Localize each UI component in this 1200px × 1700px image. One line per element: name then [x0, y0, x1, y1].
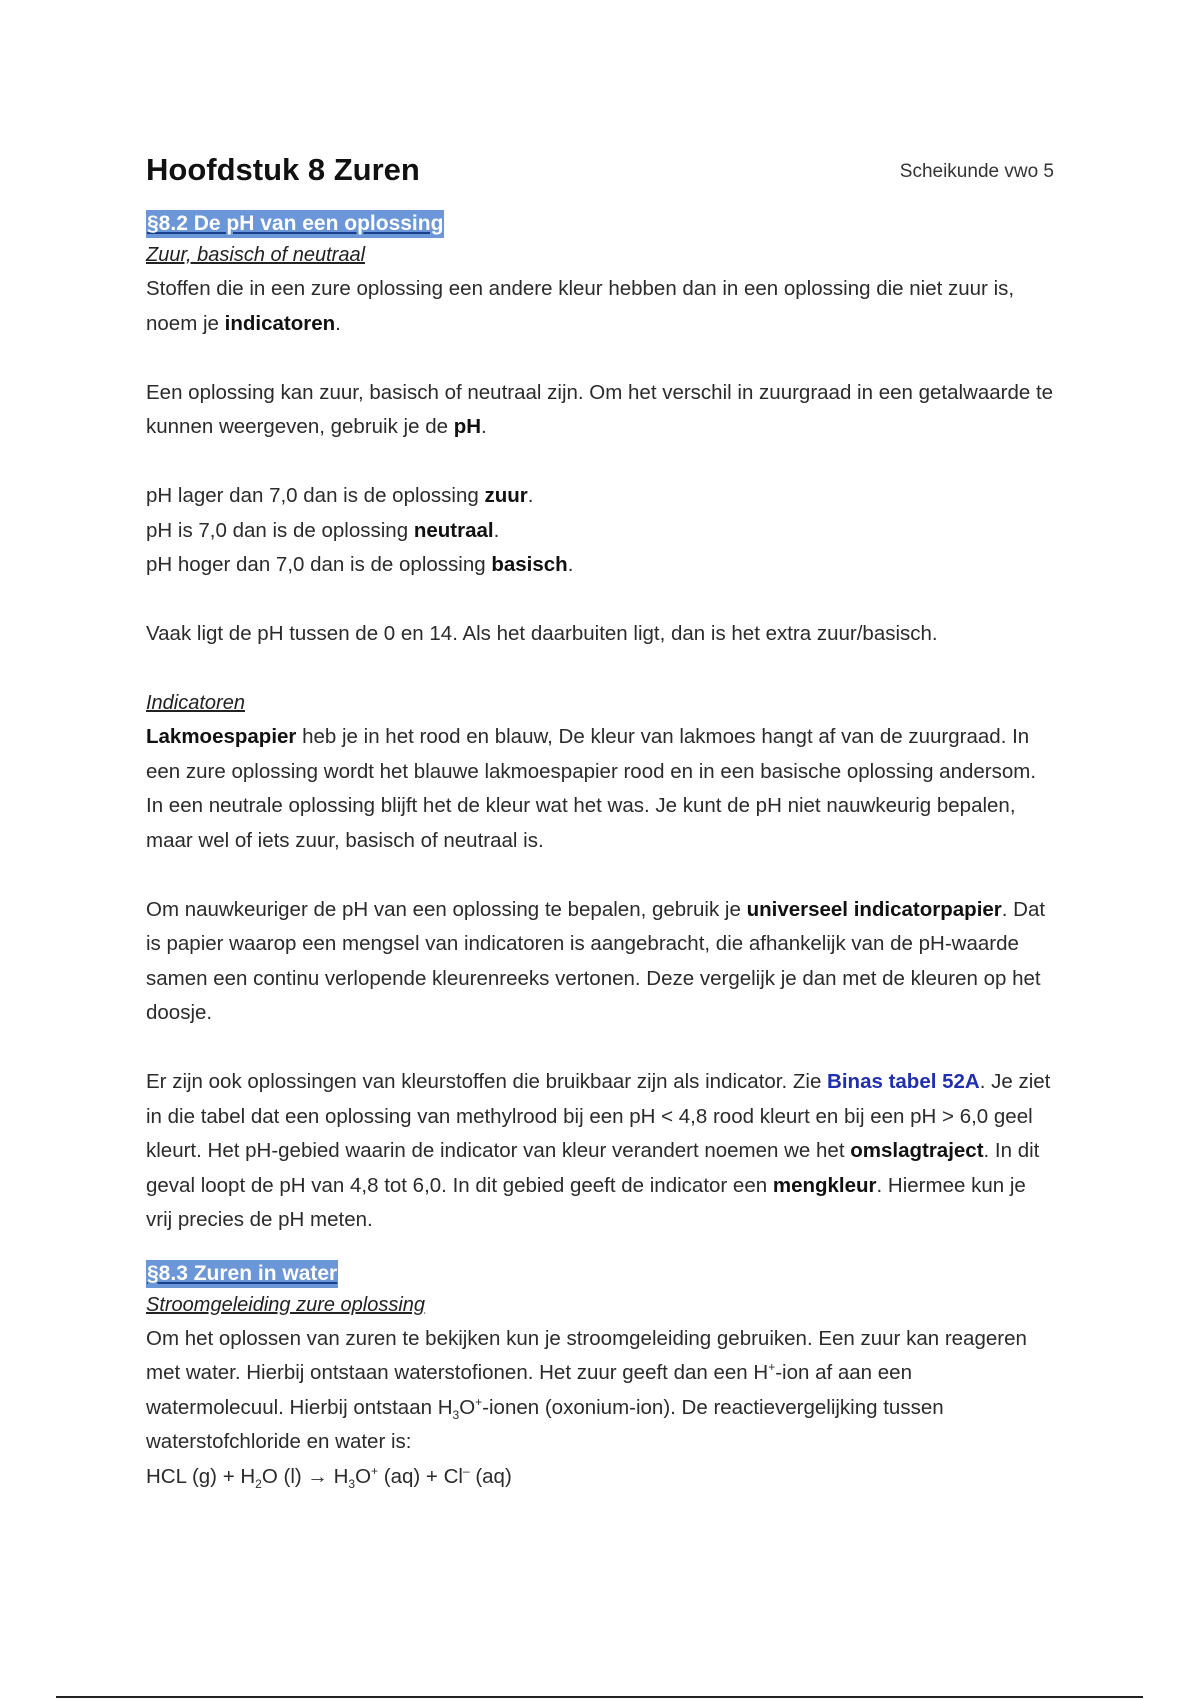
- bold-term: neutraal: [413, 518, 494, 542]
- line-ph-neutraal: [146, 514, 1054, 549]
- text: pH is 7,0 dan is de oplossing: [146, 518, 414, 542]
- paragraph-lakmoes: [146, 720, 1054, 858]
- document-subject: Scheikunde vwo 5: [899, 161, 1054, 182]
- bold-term: universeel indicatorpapier: [746, 897, 1002, 921]
- paragraph-universeel-indicator: [146, 893, 1054, 1031]
- bold-term: basisch: [491, 553, 568, 576]
- text: . Hiermee kun je vrij precies de pH meten.: [146, 1173, 1026, 1231]
- text: .: [335, 311, 341, 335]
- text: heb je in het rood en blauw, De kleur van lakmoes hangt af van de zuurgraad. In een zure oplossing wordt het blauwe lakmoespapier rood en in een basische oplossing andersom. In een neutrale oplossing blijft het de kleur wat het was. Je kunt de pH niet nauwkeurig bepalen, maar wel of iets zuur, basisch of neutraal is.: [146, 725, 1037, 852]
- paragraph-ph-intro: [146, 376, 1054, 445]
- line-ph-basisch: [146, 548, 1054, 583]
- text: .: [481, 415, 487, 438]
- document-page: [146, 150, 1054, 1494]
- text: . In dit geval loopt de pH van 4,8 tot 6,0. In dit gebied geeft de indicator een: [146, 1139, 1040, 1197]
- text: HCL (g) + H: [146, 1464, 256, 1488]
- superscript: +: [768, 1360, 776, 1375]
- bold-term: Lakmoespapier: [146, 725, 297, 748]
- paragraph-omslagtraject: [146, 1065, 1054, 1238]
- text: Er zijn ook oplossingen van kleurstoffen die bruikbaar zijn als indicator. Zie: [146, 1070, 828, 1093]
- text: Om het oplossen van zuren te bekijken kun je stroomgeleiding gebruiken. Een zuur kan reageren met water. Hierbij ontstaan waterstofionen. Het zuur geeft dan een H: [146, 1326, 1027, 1384]
- bottom-divider: [56, 1696, 1143, 1698]
- line-ph-zuur: [146, 479, 1054, 514]
- subheading-zuur-basisch-neutraal: Zuur, basisch of neutraal: [146, 244, 366, 266]
- bold-term: indicatoren: [224, 311, 336, 335]
- paragraph-ph-range: Vaak ligt de pH tussen de 0 en 14. Als het daarbuiten ligt, dan is het extra zuur/basisch.: [146, 622, 938, 645]
- text: . Dat is papier waarop een mengsel van indicatoren is aangebracht, die afhankelijk van de pH-waarde samen een continu verlopende kleurenreeks vertonen. Deze vergelijk je dan met de kleuren op het doosje.: [146, 897, 1046, 1024]
- subheading-stroomgeleiding: Stroomgeleiding zure oplossing: [146, 1293, 426, 1316]
- bold-term: pH: [453, 415, 482, 438]
- subscript: 2: [255, 1476, 262, 1491]
- section-heading-8-2: §8.2 De pH van een oplossing: [146, 210, 444, 238]
- text: . Je ziet in die tabel dat een oplossing van methylrood bij een pH < 4,8 rood kleurt en bij een pH > 6,0 geel kleurt. Het pH-gebied waarin de indicator van kleur verandert noemen we het: [146, 1070, 1051, 1162]
- text: O (l) → H: [261, 1464, 349, 1488]
- text: .: [493, 518, 500, 542]
- text: Een oplossing kan zuur, basisch of neutraal zijn. Om het verschil in zuurgraad in een getalwaarde te kunnen weergeven, gebruik je de: [146, 380, 1054, 438]
- text: pH hoger dan 7,0 dan is de oplossing: [146, 553, 492, 576]
- subheading-indicatoren: Indicatoren: [146, 692, 245, 714]
- binas-reference: Binas tabel 52A: [827, 1070, 980, 1093]
- paragraph-stroomgeleiding: [146, 1322, 1054, 1460]
- text: .: [527, 484, 534, 507]
- bold-term: omslagtraject: [850, 1139, 984, 1162]
- text: pH lager dan 7,0 dan is de oplossing: [146, 484, 485, 507]
- reaction-equation: [146, 1460, 1054, 1495]
- bold-term: zuur: [484, 484, 528, 507]
- text: -ionen (oxonium-ion). De reactievergelijking tussen waterstofchloride en water is:: [146, 1395, 944, 1453]
- superscript: +: [475, 1394, 483, 1409]
- text: (aq): [469, 1464, 512, 1488]
- superscript: –: [462, 1463, 470, 1478]
- text: Om nauwkeuriger de pH van een oplossing te bepalen, gebruik je: [146, 897, 747, 921]
- paragraph-indicatoren-intro: [146, 272, 1054, 341]
- subscript: 3: [452, 1407, 460, 1422]
- bold-term: mengkleur: [772, 1173, 877, 1197]
- text: Stoffen die in een zure oplossing een andere kleur hebben dan in een oplossing die niet zuur is, noem je: [146, 277, 1015, 335]
- text: (aq) + Cl: [378, 1464, 463, 1488]
- superscript: +: [371, 1463, 379, 1478]
- text: O: [355, 1464, 372, 1488]
- section-heading-8-3: §8.3 Zuren in water: [146, 1260, 338, 1288]
- subscript: 3: [348, 1476, 356, 1491]
- document-header: [146, 150, 1054, 200]
- text: -ion af aan een watermolecuul. Hierbij ontstaan H: [146, 1361, 912, 1419]
- text: O: [459, 1395, 476, 1419]
- document-title: Hoofdstuk 8 Zuren: [146, 152, 420, 187]
- text: .: [567, 553, 574, 576]
